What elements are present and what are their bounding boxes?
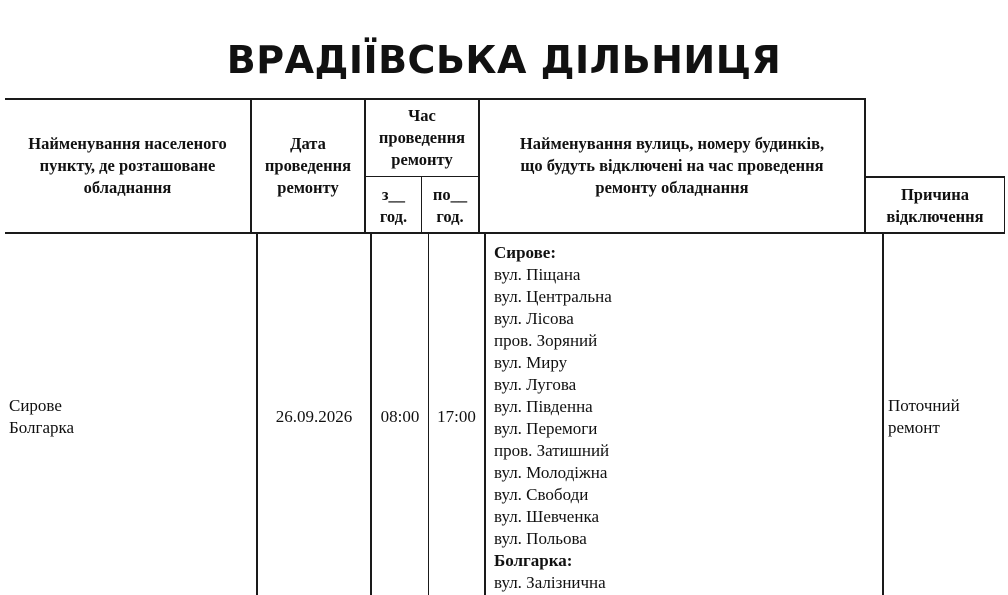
header-time: Час проведення ремонту: [378, 106, 466, 169]
time-from: 08:00: [380, 407, 420, 426]
street-item: пров. Зоряний: [494, 331, 598, 350]
settlement-names: Сирове Болгарка: [9, 396, 75, 437]
header-reason: Причина відключення: [886, 185, 984, 226]
page-title: ВРАДІЇВСЬКА ДІЛЬНИЦЯ: [226, 38, 782, 82]
street-item: вул. Лугова: [494, 375, 577, 394]
time-to: 17:00: [437, 407, 476, 426]
street-item: вул. Центральна: [494, 287, 612, 306]
header-time-to: по__ год.: [432, 185, 468, 226]
street-item: вул. Миру: [494, 353, 568, 372]
street-item: вул. Свободи: [494, 485, 589, 504]
street-item: вул. Залізнична: [494, 573, 606, 592]
street-item: вул. Шевченка: [494, 507, 599, 526]
header-time-from: з__ год.: [379, 185, 408, 226]
header-date: Дата проведення ремонту: [264, 134, 352, 197]
header-settlement: Найменування населеного пункту, де розташоване обладнання: [28, 134, 227, 197]
group-title-bolharka: Болгарка:: [494, 551, 573, 570]
repair-date: 26.09.2026: [275, 407, 353, 426]
group-title-syrove: Сирове:: [494, 243, 556, 262]
street-item: вул. Лісова: [494, 309, 574, 328]
reason-text: Поточний ремонт: [888, 396, 960, 437]
header-streets: Найменування вулиць, номеру будинків, що будуть відключені на час проведення ремонту обладнання: [519, 134, 825, 197]
streets-list: [494, 242, 879, 594]
street-item: вул. Перемоги: [494, 419, 598, 438]
street-item: вул. Молодіжна: [494, 463, 608, 482]
street-item: вул. Піщана: [494, 265, 581, 284]
street-item: вул. Південна: [494, 397, 593, 416]
street-item: пров. Затишний: [494, 441, 610, 460]
street-item: вул. Польова: [494, 529, 587, 548]
